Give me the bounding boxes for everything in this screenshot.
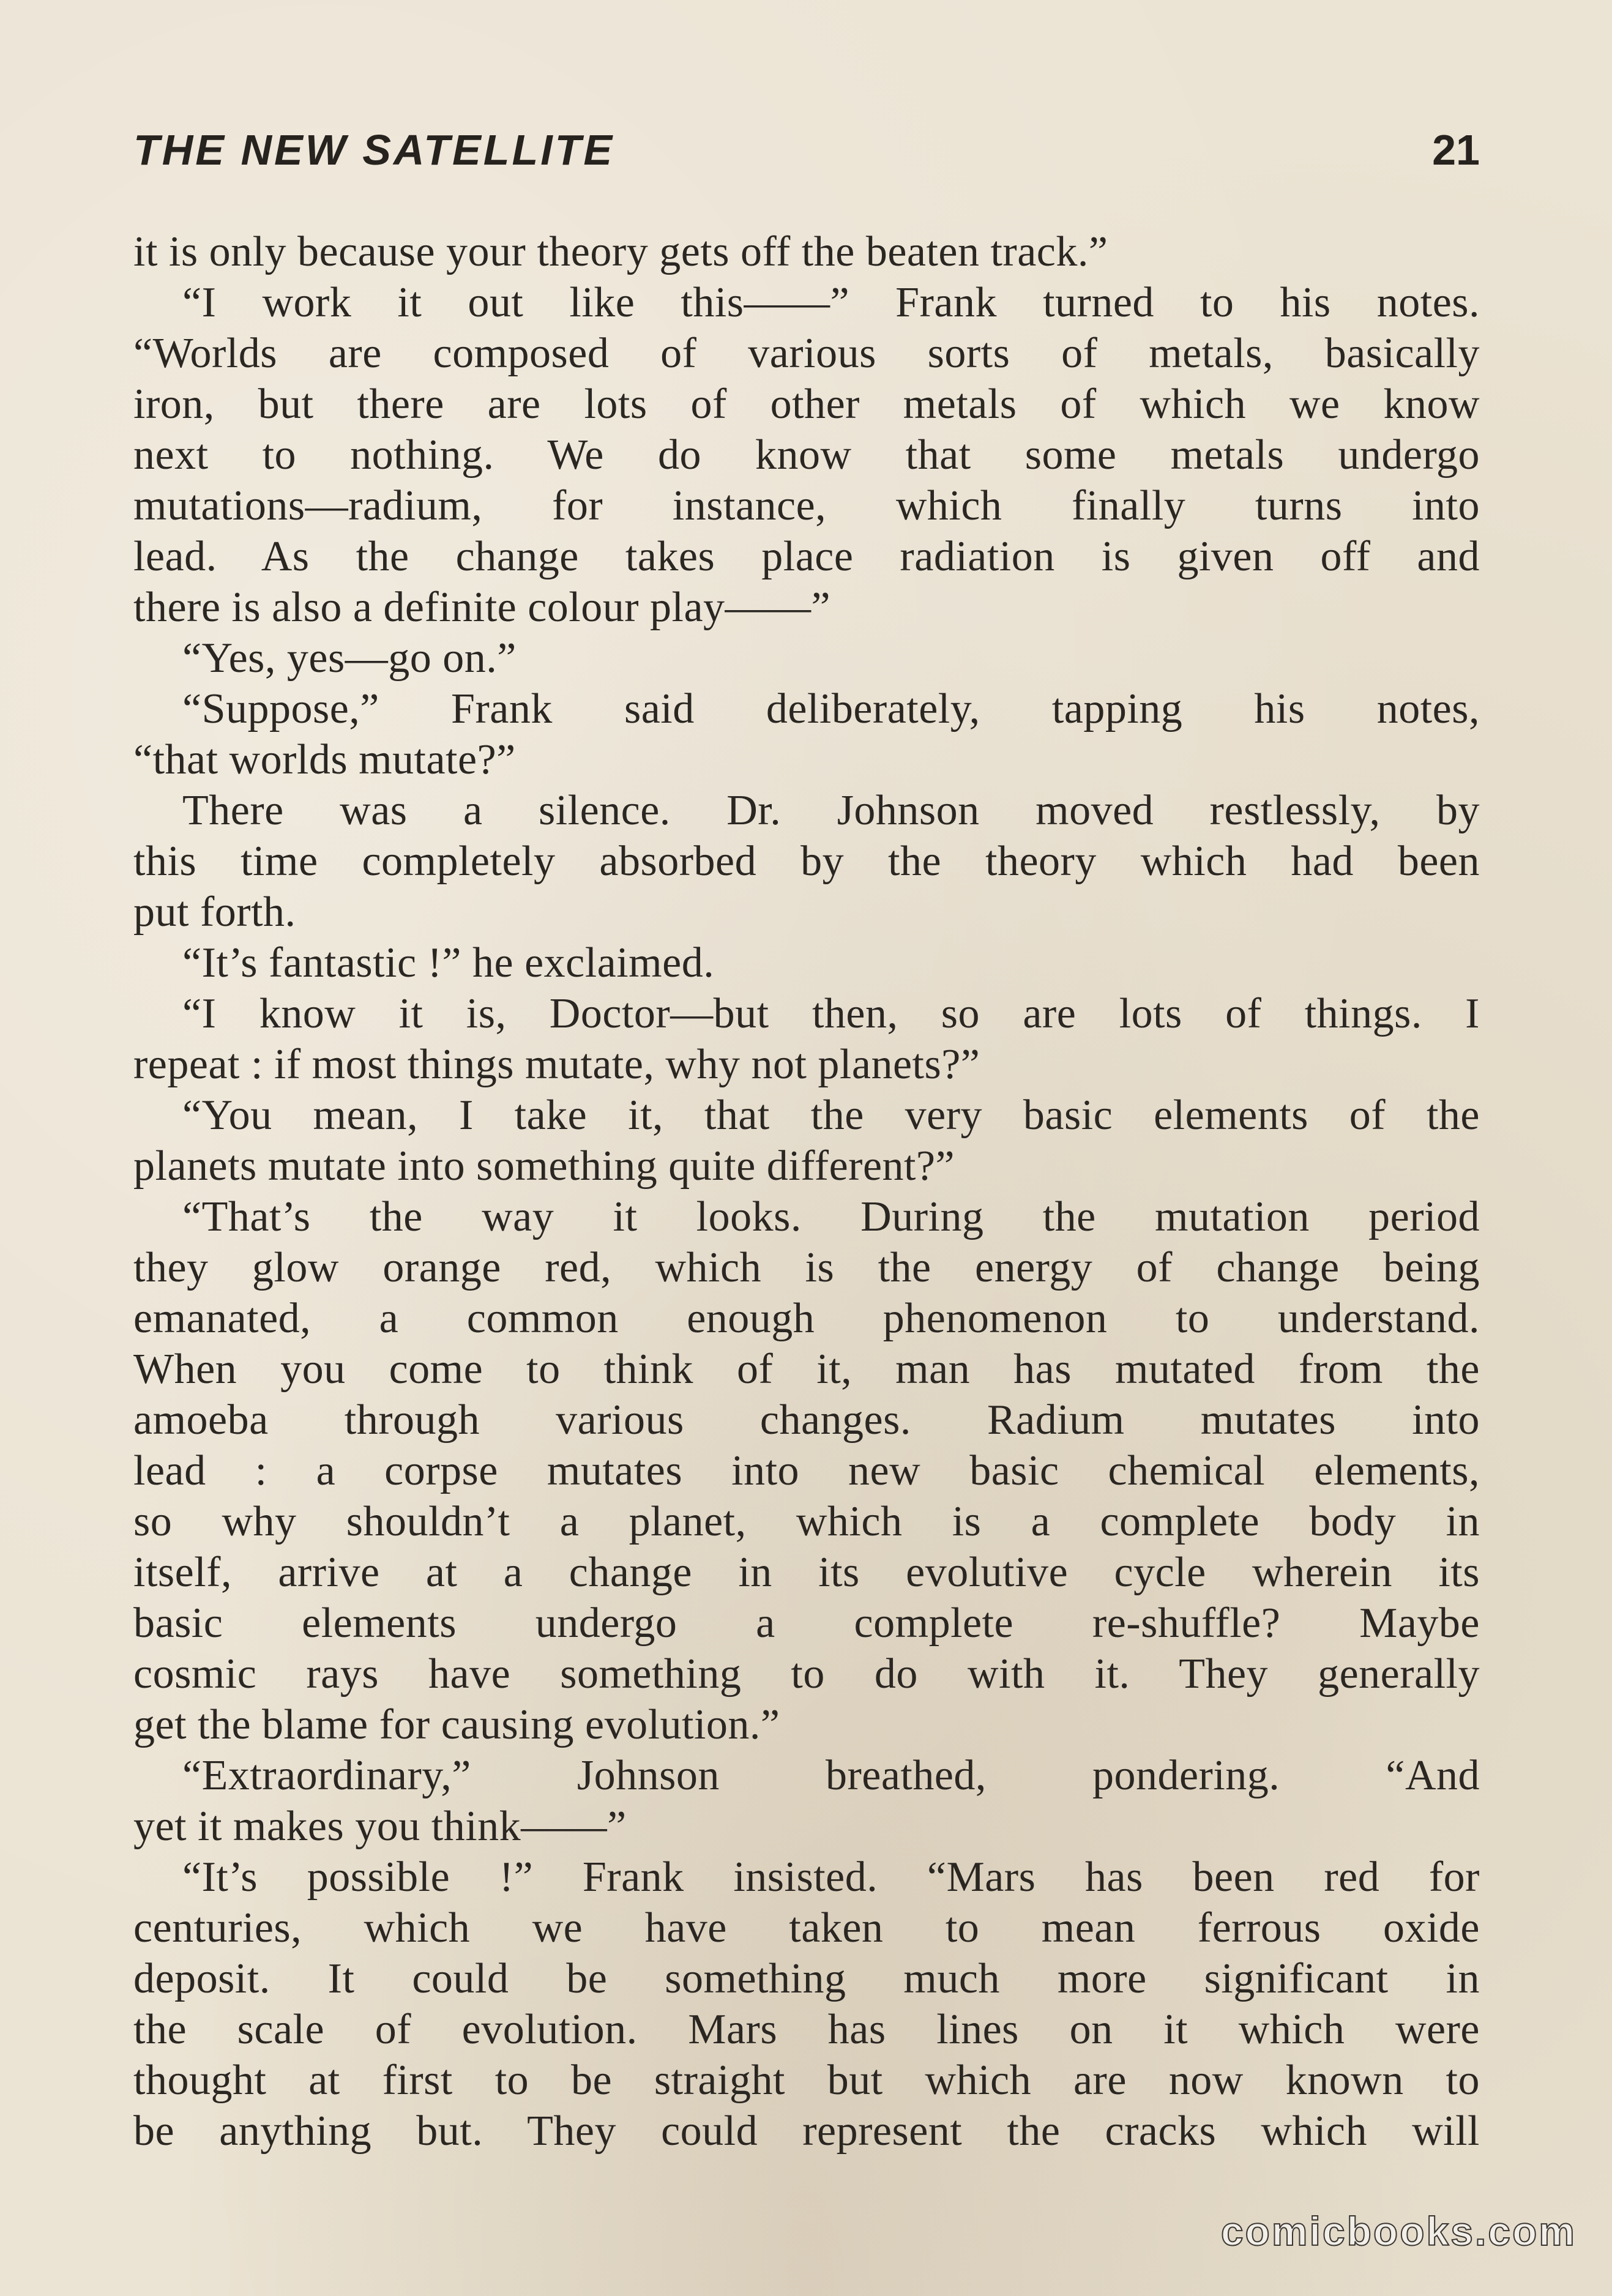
text-line: planets mutate into something quite different?” <box>133 1142 955 1190</box>
text-line: deposit. It could be something much more significant in <box>133 1955 1480 2002</box>
text-line: “I know it is, Doctor—but then, so are lots of things. I <box>182 990 1480 1037</box>
book-title: THE NEW SATELLITE <box>133 126 615 174</box>
text-line: emanated, a common enough phenomenon to understand. <box>133 1295 1480 1342</box>
text-line: itself, arrive at a change in its evolutive cycle wherein its <box>133 1549 1480 1596</box>
text-line: “Yes, yes—go on.” <box>182 635 517 682</box>
page-number: 21 <box>1432 126 1480 174</box>
text-line: there is also a definite colour play——” <box>133 584 831 631</box>
text-line: repeat : if most things mutate, why not planets?” <box>133 1041 980 1088</box>
text-line: the scale of evolution. Mars has lines on it which were <box>133 2006 1480 2053</box>
text-line: “It’s fantastic !” he exclaimed. <box>182 939 715 986</box>
text-line: lead. As the change takes place radiation is given off and <box>133 533 1480 580</box>
text-line: “Worlds are composed of various sorts of metals, basically <box>133 330 1480 377</box>
text-line: “It’s possible !” Frank insisted. “Mars has been red for <box>182 1854 1480 1901</box>
text-line: “You mean, I take it, that the very basic elements of the <box>182 1092 1480 1139</box>
text-line: “I work it out like this——” Frank turned to his notes. <box>182 279 1480 326</box>
text-line: When you come to think of it, man has mutated from the <box>133 1346 1480 1393</box>
text-line: amoeba through various changes. Radium mutates into <box>133 1396 1480 1444</box>
text-line: centuries, which we have taken to mean ferrous oxide <box>133 1904 1480 1951</box>
text-line: basic elements undergo a complete re-shuffle? Maybe <box>133 1600 1480 1647</box>
text-line: next to nothing. We do know that some metals undergo <box>133 431 1480 479</box>
text-line: mutations—radium, for instance, which finally turns into <box>133 482 1480 529</box>
text-line: “That’s the way it looks. During the mutation period <box>182 1193 1480 1240</box>
text-line: iron, but there are lots of other metals of which we know <box>133 381 1480 428</box>
text-line: yet it makes you think——” <box>133 1803 627 1850</box>
text-line: it is only because your theory gets off the beaten track.” <box>133 228 1108 275</box>
text-line: cosmic rays have something to do with it. They generally <box>133 1650 1480 1698</box>
running-head <box>133 125 1480 187</box>
text-line: be anything but. They could represent the cracks which will <box>133 2108 1480 2155</box>
text-line: “that worlds mutate?” <box>133 736 516 783</box>
text-line: lead : a corpse mutates into new basic chemical elements, <box>133 1447 1480 1494</box>
text-line: get the blame for causing evolution.” <box>133 1701 780 1748</box>
text-line: so why shouldn’t a planet, which is a complete body in <box>133 1498 1480 1545</box>
text-line: “Suppose,” Frank said deliberately, tapping his notes, <box>182 685 1480 732</box>
text-line: thought at first to be straight but which are now known to <box>133 2057 1480 2104</box>
body-text <box>133 226 1480 2156</box>
text-line: this time completely absorbed by the theory which had been <box>133 838 1480 885</box>
text-line: put forth. <box>133 889 296 936</box>
text-line: “Extraordinary,” Johnson breathed, pondering. “And <box>182 1752 1480 1799</box>
watermark: comicbooks.com <box>1220 2208 1577 2254</box>
text-line: There was a silence. Dr. Johnson moved restlessly, by <box>182 787 1480 834</box>
text-line: they glow orange red, which is the energy of change being <box>133 1244 1480 1291</box>
